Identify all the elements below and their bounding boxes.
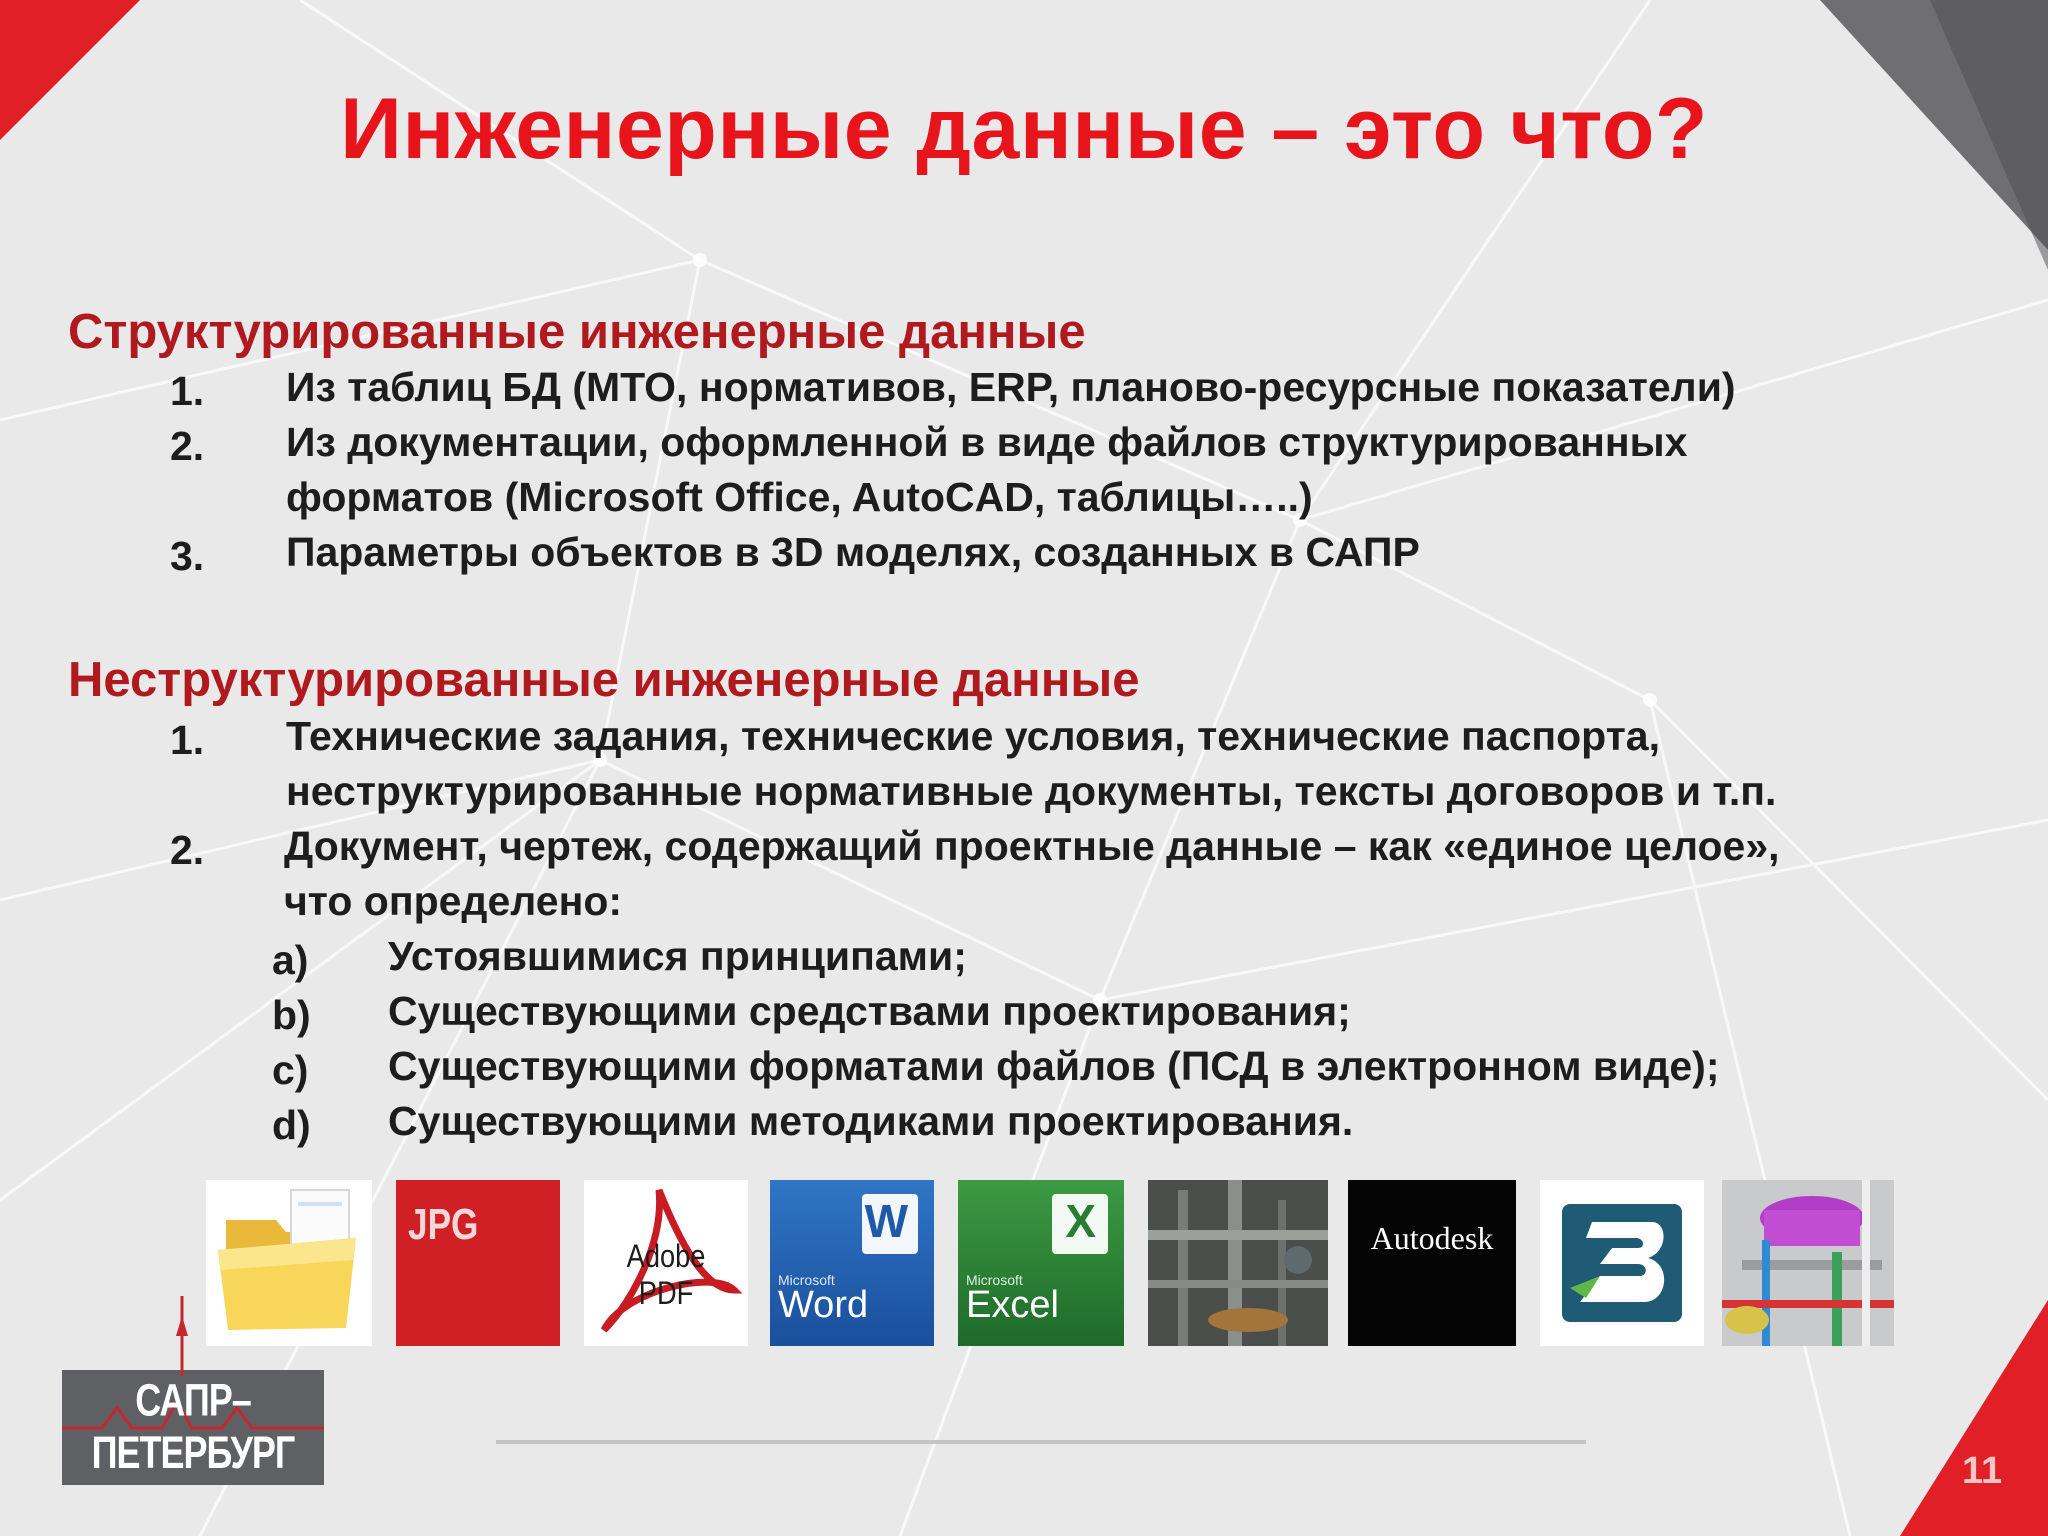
subitem-letter: d) <box>272 1102 311 1148</box>
structured-item-line: Из таблиц БД (МТО, нормативов, ERP, планово-ресурсные показатели) <box>286 364 1736 410</box>
microsoft-excel-icon: X Microsoft Excel <box>958 1180 1124 1346</box>
subitem-text: Существующими средствами проектирования; <box>388 988 1351 1034</box>
adobe-pdf-icon <box>584 1180 748 1346</box>
jpg-icon <box>396 1180 560 1346</box>
page-number: 11 <box>1962 1450 2003 1492</box>
unstructured-item-line: Документ, чертеж, содержащий проектные данные – как «единое целое», <box>284 823 1780 869</box>
subitem-letter: a) <box>272 937 309 983</box>
word-label: Word <box>778 1284 869 1326</box>
unstructured-item-line: что определено: <box>284 878 623 924</box>
structured-item-line: форматов (Microsoft Office, AutoCAD, таблицы…..) <box>286 474 1313 520</box>
jpg-label: JPG <box>408 1200 479 1249</box>
unstructured-item-number: 1. <box>170 717 205 763</box>
unstructured-item-number: 2. <box>170 827 205 873</box>
subitem-letter: c) <box>272 1047 309 1093</box>
subitem-text: Существующими методиками проектирования. <box>388 1098 1354 1144</box>
slide-title: Инженерные данные – это что? <box>340 81 1708 177</box>
structured-item-line: Из документации, оформленной в виде файлов структурированных <box>286 419 1688 465</box>
plant-photo-icon <box>1148 1180 1328 1346</box>
subitem-text: Устоявшимися принципами; <box>388 933 967 979</box>
adobe-pdf-label: Adobe PDF <box>626 1238 706 1311</box>
company-logo-text: САПР–ПЕТЕРБУРГ <box>91 1374 295 1478</box>
word-small-label: Microsoft <box>778 1272 835 1288</box>
autodesk-label: Autodesk <box>1370 1220 1494 1256</box>
unstructured-item-line: неструктурированные нормативные документы, тексты договоров и т.п. <box>286 768 1777 814</box>
structured-item-number: 2. <box>170 423 205 469</box>
structured-item-number: 3. <box>170 533 205 579</box>
3d-model-icon <box>1722 1180 1894 1346</box>
microsoft-word-icon: W Microsoft Word <box>770 1180 934 1346</box>
folder-icon <box>206 1180 372 1346</box>
structured-heading: Структурированные инженерные данные <box>68 305 1086 359</box>
unstructured-item-line: Технические задания, технические условия, технические паспорта, <box>286 713 1660 759</box>
autodesk-icon <box>1348 1180 1516 1346</box>
bentley-icon <box>1540 1180 1704 1346</box>
excel-label: Excel <box>966 1284 1059 1326</box>
subitem-text: Существующими форматами файлов (ПСД в электронном виде); <box>388 1043 1720 1089</box>
unstructured-heading: Неструктурированные инженерные данные <box>68 653 1140 707</box>
company-logo <box>62 1370 324 1485</box>
logo-tower-graphic <box>170 1296 194 1376</box>
structured-item-line: Параметры объектов в 3D моделях, созданных в САПР <box>286 529 1420 575</box>
subitem-letter: b) <box>272 992 311 1038</box>
excel-small-label: Microsoft <box>966 1272 1023 1288</box>
footer-divider <box>496 1440 1586 1444</box>
structured-item-number: 1. <box>170 368 205 414</box>
